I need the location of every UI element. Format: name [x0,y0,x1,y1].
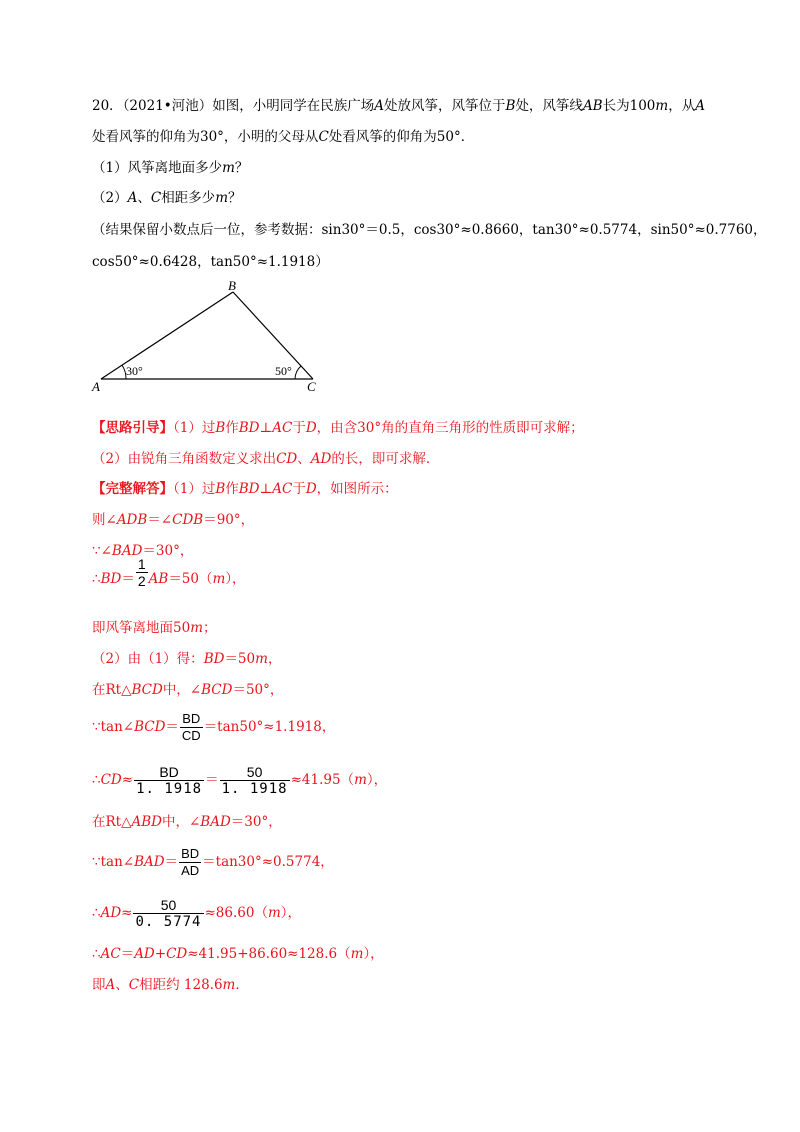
vertex-label-b: B [228,278,236,293]
solution-line-4: ∴BD＝ $\frac{1}{2}$ AB＝50（m）， [92,556,246,589]
solution-line-10: 在Rt△ABD中，∠BAD＝30°， [92,814,282,830]
fraction-bd-over-11918: $\frac{BD}{1. 1918}$ [136,764,203,797]
solution-line-8: ∵tan∠BCD＝ $\frac{BD}{CD}$ ＝tan50°≈1.1918， [92,711,336,743]
triangle-figure [88,276,328,396]
solution-line-7: 在Rt△BCD中，∠BCD＝50°， [92,682,284,698]
solution-line-9: ∴CD≈ $\frac{BD}{1. 1918}$ ＝ $\frac{50}{1. 1918}$ ≈41.95（m）， [92,764,388,797]
solution-line-12: ∴AD≈ $\frac{50}{0. 5774}$ ≈86.60（m）， [92,897,302,930]
question-part-1: （1）风筝离地面多少m？ [92,160,249,176]
angle-label-c: 50° [275,364,292,378]
vertex-label-c: C [307,379,316,394]
hint-line-1: 【思路引导】（1）过B作BD⊥AC于D，由含30°角的直角三角形的性质即可求解； [92,420,584,436]
hint-line-2: （2）由锐角三角函数定义求出CD、AD的长，即可求解． [92,451,440,467]
solution-line-11: ∵tan∠BAD＝ $\frac{BD}{AD}$ ＝tan30°≈0.5774， [92,846,334,878]
solution-line-3: ∵∠BAD＝30°， [92,543,194,559]
reference-note-line-1: （结果保留小数点后一位，参考数据：sin30°＝0.5，cos30°≈0.8660，tan30°≈0.5774，sin50°≈0.7760， [92,222,767,238]
question-line-1: 20．（2021•河池）如图，小明同学在民族广场A处放风筝，风筝位于B处，风筝线AB长为100m，从A [92,98,705,114]
reference-note-line-2: cos50°≈0.6428，tan50°≈1.1918） [92,254,329,270]
fraction-50-over-11918: $\frac{50}{1. 1918}$ [221,764,288,797]
solution-line-6: （2）由（1）得：BD＝50m， [92,651,282,667]
vertex-label-a: A [92,379,100,394]
angle-arc-c [295,366,301,379]
angle-label-a: 30° [126,364,143,378]
question-part-2: （2）A、C相距多少m？ [92,190,242,206]
side-bc [233,292,313,379]
question-line-2: 处看风筝的仰角为30°，小明的父母从C处看风筝的仰角为50°． [92,129,475,145]
solution-line-1: 【完整解答】（1）过B作BD⊥AC于D，如图所示： [92,481,398,497]
fraction-bd-over-cd: $\frac{BD}{CD}$ [181,711,201,743]
fraction-one-half: $\frac{1}{2}$ [137,556,146,589]
hint-tag: 【思路引导】 [92,420,173,436]
fraction-bd-over-ad: $\frac{BD}{AD}$ [181,846,200,878]
solution-line-14: 即A、C相距约 128.6m． [92,977,249,993]
solution-line-2: 则∠ADB＝∠CDB＝90°， [92,512,255,528]
solution-tag: 【完整解答】 [92,481,173,497]
fraction-50-over-05774: $\frac{50}{0. 5774}$ [135,897,202,930]
side-ab [101,292,233,379]
solution-line-13: ∴AC＝AD+CD≈41.95+86.60≈128.6（m）， [92,946,384,962]
solution-line-5: 即风筝离地面50m； [92,620,217,636]
